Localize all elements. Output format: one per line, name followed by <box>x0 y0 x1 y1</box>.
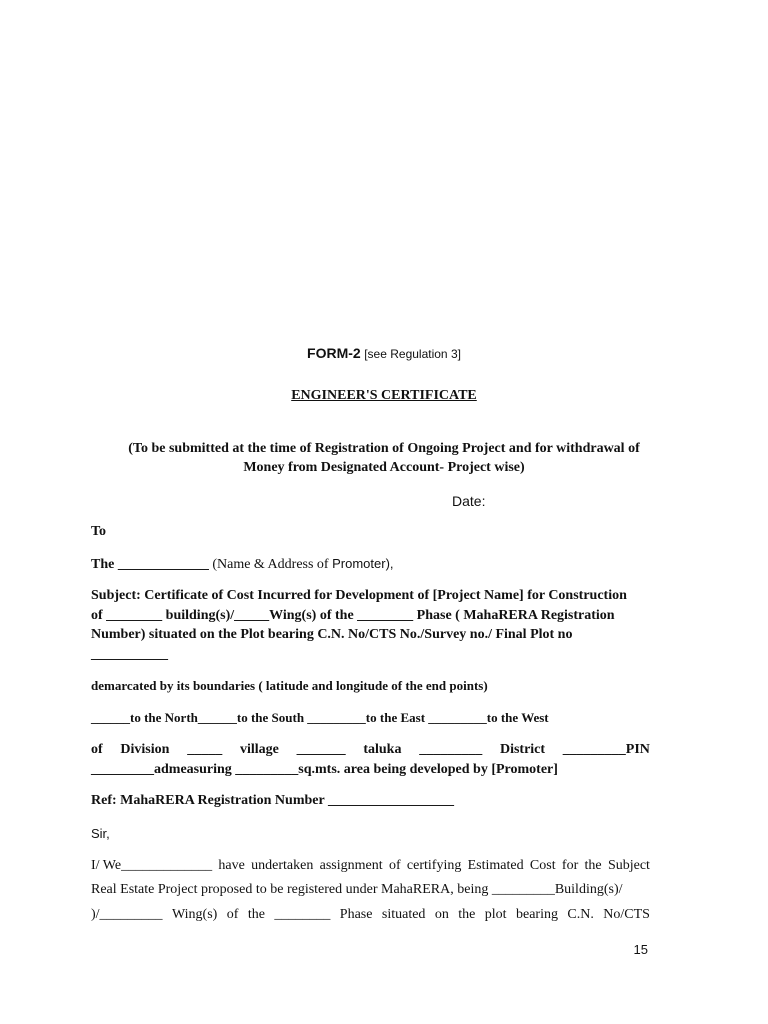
body-line-3 <box>91 906 650 924</box>
body-word: of <box>226 907 239 922</box>
body-word: Estimated <box>467 858 524 873</box>
body-word: bearing <box>516 907 558 922</box>
body-word: have <box>218 858 245 873</box>
division-word: _______ <box>296 742 346 757</box>
to-label: To <box>91 524 107 539</box>
body-word: Subject <box>607 858 650 873</box>
body-word: ________ <box>274 907 331 922</box>
body-word: Cost <box>529 858 556 873</box>
certificate-title: ENGINEER'S CERTIFICATE <box>291 388 477 403</box>
body-word: Wing(s) <box>171 907 218 922</box>
date-label: Date: <box>452 493 486 509</box>
subject-line-3: Number) situated on the Plot bearing C.N. No/CTS No./Survey no./ Final Plot no <box>91 627 573 642</box>
division-word: District <box>499 742 546 757</box>
body-word: on <box>434 907 449 922</box>
addressee-paren: (Name & Address of <box>212 557 329 572</box>
body-word: Phase <box>339 907 373 922</box>
division-word: taluka <box>363 742 402 757</box>
body-word: plot <box>484 907 507 922</box>
salutation: Sir, <box>91 826 110 841</box>
body-word: situated <box>381 907 426 922</box>
admeasuring-line: _________admeasuring _________sq.mts. area being developed by [Promoter] <box>91 762 558 777</box>
division-line <box>91 741 650 759</box>
body-word: of <box>388 858 401 873</box>
subject-line-2: of ________ building(s)/_____Wing(s) of the ________ Phase ( MahaRERA Registration <box>91 608 615 623</box>
subject-line-1: Subject: Certificate of Cost Incurred for Development of [Project Name] for Construction <box>91 588 627 603</box>
addressee-blank: The _____________ <box>91 557 209 572</box>
page-number: 15 <box>633 942 648 957</box>
body-word: undertaken <box>251 858 314 873</box>
body-word: C.N. <box>567 907 594 922</box>
purpose-line-2: Money from Designated Account- Project wise) <box>243 460 525 475</box>
addressee-promoter: Promoter), <box>332 556 394 571</box>
addressee-line <box>91 555 394 574</box>
subject-line-4: ___________ <box>91 647 168 662</box>
form-regulation: [see Regulation 3] <box>364 347 461 361</box>
demarcated-line: demarcated by its boundaries ( latitude and longitude of the end points) <box>91 678 488 693</box>
body-line-1 <box>91 857 650 875</box>
purpose-line-1: (To be submitted at the time of Registration of Ongoing Project and for withdrawal of <box>128 441 640 456</box>
form-heading <box>0 344 768 364</box>
body-word: for <box>561 858 579 873</box>
body-word: certifying <box>406 858 462 873</box>
body-word: No/CTS <box>603 907 650 922</box>
body-word: )/_________ <box>91 907 163 922</box>
boundaries-line: ______to the North______to the South _________to the East _________to the West <box>91 710 549 725</box>
body-line-2: Real Estate Project proposed to be registered under MahaRERA, being _________Building(s)/ <box>91 882 623 897</box>
division-word: of <box>91 742 103 757</box>
body-word: the <box>458 907 476 922</box>
ref-line: Ref: MahaRERA Registration Number __________________ <box>91 793 454 808</box>
body-word: I/ We_____________ <box>91 858 213 873</box>
body-word: the <box>247 907 265 922</box>
form-title: FORM-2 <box>307 345 361 361</box>
body-word: the <box>584 858 602 873</box>
division-word: _________ <box>419 742 483 757</box>
division-word: _________PIN <box>562 742 650 757</box>
body-word: assignment <box>319 858 383 873</box>
division-word: _____ <box>187 742 223 757</box>
division-word: Division <box>120 742 170 757</box>
division-word: village <box>239 742 279 757</box>
